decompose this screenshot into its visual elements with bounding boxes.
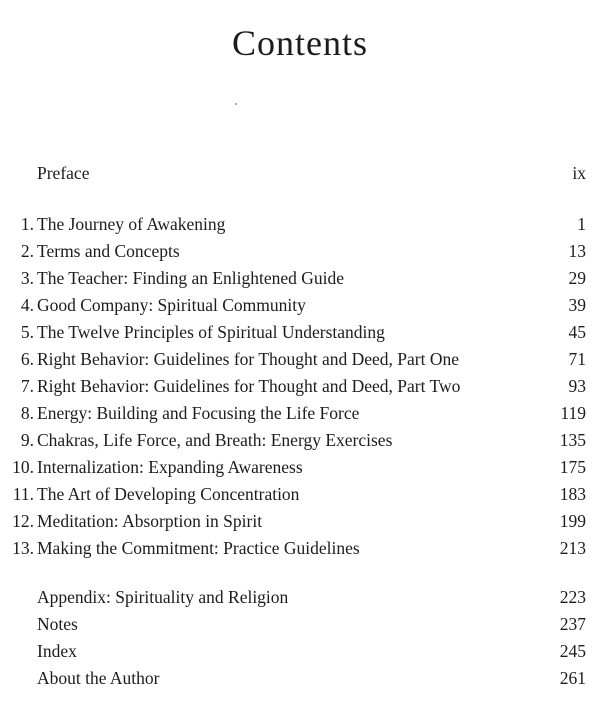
entry-title: The Journey of Awakening bbox=[37, 214, 226, 234]
chapter-number: 8. bbox=[20, 403, 34, 423]
page-number: 261 bbox=[559, 668, 586, 688]
entry-title: Good Company: Spiritual Community bbox=[37, 295, 306, 315]
chapter-number: 7. bbox=[20, 376, 34, 396]
toc-entry bbox=[0, 347, 600, 371]
entry-title: Energy: Building and Focusing the Life Force bbox=[37, 403, 360, 423]
page-number: 39 bbox=[568, 295, 586, 315]
page-number: ix bbox=[572, 163, 586, 183]
entry-title: Notes bbox=[37, 614, 78, 634]
page-number: 71 bbox=[568, 349, 586, 369]
chapter-number: 13. bbox=[12, 538, 34, 558]
page-number: 183 bbox=[559, 484, 586, 504]
chapter-number: 9. bbox=[20, 430, 34, 450]
chapter-number: 1. bbox=[20, 214, 34, 234]
page-number: 199 bbox=[559, 511, 586, 531]
chapter-number: 10. bbox=[12, 457, 34, 477]
page-number: 119 bbox=[560, 403, 586, 423]
page-number: 45 bbox=[568, 322, 586, 342]
toc-entry bbox=[0, 585, 600, 609]
chapter-number: 5. bbox=[20, 322, 34, 342]
entry-title: Internalization: Expanding Awareness bbox=[37, 457, 303, 477]
toc-entry bbox=[0, 455, 600, 479]
entry-title: Making the Commitment: Practice Guidelines bbox=[37, 538, 360, 558]
entry-title: Preface bbox=[37, 163, 90, 183]
entry-title: About the Author bbox=[37, 668, 160, 688]
entry-title: Meditation: Absorption in Spirit bbox=[37, 511, 263, 531]
chapter-number: 6. bbox=[20, 349, 34, 369]
entry-title: Index bbox=[37, 641, 77, 661]
toc-entry bbox=[0, 212, 600, 236]
toc-entry bbox=[0, 374, 600, 398]
toc-entry bbox=[0, 239, 600, 263]
page-number: 213 bbox=[559, 538, 586, 558]
toc-entry bbox=[0, 536, 600, 560]
toc-entry bbox=[0, 401, 600, 425]
page-number: 175 bbox=[559, 457, 586, 477]
entry-title: Terms and Concepts bbox=[37, 241, 180, 261]
chapter-number: 12. bbox=[12, 511, 34, 531]
page-number: 1 bbox=[577, 214, 586, 234]
page-number: 237 bbox=[559, 614, 586, 634]
entry-title: Right Behavior: Guidelines for Thought and Deed, Part One bbox=[37, 349, 460, 369]
chapter-number: 2. bbox=[20, 241, 34, 261]
entry-title: Appendix: Spirituality and Religion bbox=[37, 587, 289, 607]
page-number: 135 bbox=[559, 430, 586, 450]
print-speck bbox=[235, 103, 237, 105]
chapter-number: 3. bbox=[20, 268, 34, 288]
page-number: 93 bbox=[568, 376, 586, 396]
toc-entry bbox=[0, 612, 600, 636]
page-number: 13 bbox=[568, 241, 586, 261]
toc-entry bbox=[0, 320, 600, 344]
toc-entry bbox=[0, 293, 600, 317]
toc-entry bbox=[0, 509, 600, 533]
chapter-number: 4. bbox=[20, 295, 34, 315]
page-number: 223 bbox=[559, 587, 586, 607]
entry-title: The Art of Developing Concentration bbox=[37, 484, 300, 504]
toc-entry bbox=[0, 428, 600, 452]
toc-entry bbox=[0, 482, 600, 506]
entry-title: The Teacher: Finding an Enlightened Guide bbox=[37, 268, 345, 288]
entry-title: The Twelve Principles of Spiritual Understanding bbox=[37, 322, 385, 342]
entry-title: Right Behavior: Guidelines for Thought and Deed, Part Two bbox=[37, 376, 461, 396]
page-title: Contents bbox=[231, 23, 368, 63]
toc-entry bbox=[0, 266, 600, 290]
toc-entry bbox=[0, 161, 600, 185]
chapter-number: 11. bbox=[12, 484, 34, 504]
toc-entry bbox=[0, 639, 600, 663]
page-number: 29 bbox=[568, 268, 586, 288]
page-number: 245 bbox=[559, 641, 586, 661]
toc-entry bbox=[0, 666, 600, 690]
entry-title: Chakras, Life Force, and Breath: Energy Exercises bbox=[37, 430, 393, 450]
